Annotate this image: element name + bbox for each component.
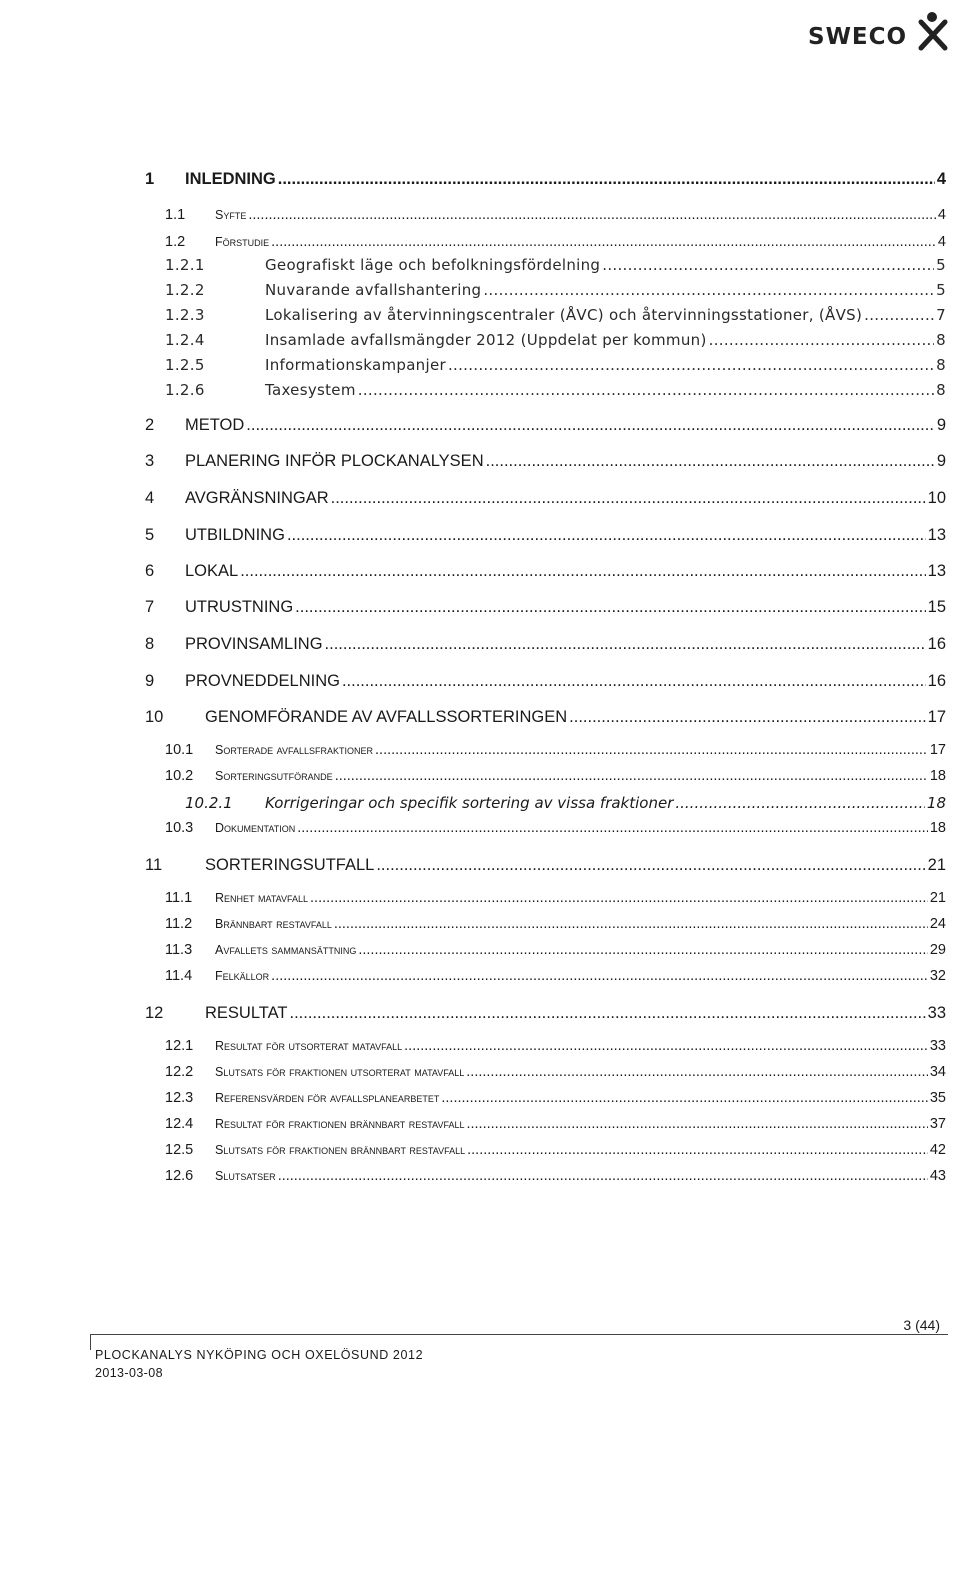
toc-entry[interactable]	[165, 256, 946, 274]
toc-entry-title: AVGRÄNSNINGAR	[185, 489, 329, 507]
toc-entry[interactable]	[145, 170, 946, 189]
toc-entry[interactable]	[165, 207, 946, 223]
toc-dot-leader	[240, 562, 925, 581]
toc-entry-number: 11	[145, 856, 163, 874]
toc-entry-page: 21	[929, 890, 946, 906]
toc-entry-page: 29	[929, 942, 946, 958]
toc-entry-number: 1.2.2	[165, 281, 205, 299]
toc-entry-title: Sorteringsutförande	[215, 769, 333, 783]
toc-entry-title: PROVNEDDELNING	[185, 672, 340, 690]
toc-entry-title: Referensvärden för avfallsplanearbetet	[215, 1091, 440, 1105]
toc-entry[interactable]	[165, 768, 946, 784]
toc-entry[interactable]	[145, 416, 946, 435]
toc-dot-leader	[297, 820, 928, 836]
toc-entry-number: 5	[145, 526, 155, 544]
toc-entry-number: 1	[145, 170, 155, 188]
toc-entry-title: LOKAL	[185, 562, 239, 580]
toc-entry-number: 11.3	[165, 942, 193, 958]
toc-entry-title: Slutsats för fraktionen utsorterat matavfall	[215, 1065, 465, 1079]
toc-entry-page: 42	[929, 1142, 946, 1158]
toc-entry[interactable]	[165, 281, 946, 299]
toc-entry-number: 1.2.4	[165, 331, 205, 349]
toc-entry-page: 9	[936, 416, 946, 434]
toc-entry-title: INLEDNING	[185, 170, 276, 188]
toc-entry[interactable]	[165, 1168, 946, 1184]
toc-entry-title: Renhet matavfall	[215, 891, 309, 905]
toc-entry-number: 4	[145, 489, 155, 507]
toc-dot-leader	[404, 1038, 928, 1054]
toc-dot-leader	[466, 1116, 927, 1132]
toc-entry-number: 8	[145, 635, 155, 653]
toc-entry-title: Slutsatser	[215, 1169, 276, 1183]
toc-dot-leader	[335, 768, 928, 784]
toc-entry-number: 11.1	[165, 890, 193, 906]
toc-entry-number: 12	[145, 1004, 164, 1022]
toc-entry-title: METOD	[185, 416, 245, 434]
toc-entry[interactable]	[165, 942, 946, 958]
toc-entry[interactable]	[145, 856, 946, 875]
toc-entry-page: 5	[936, 256, 946, 274]
toc-entry[interactable]	[165, 1142, 946, 1158]
toc-entry[interactable]	[165, 916, 946, 932]
logo-text: SWECO	[808, 24, 908, 50]
toc-entry-title: Geografiskt läge och befolkningsfördelning	[265, 256, 601, 274]
toc-entry-page: 18	[929, 820, 946, 836]
toc-dot-leader	[466, 1064, 928, 1080]
toc-entry-number: 12.4	[165, 1116, 194, 1132]
toc-dot-leader	[486, 452, 935, 471]
toc-entry-number: 1.1	[165, 207, 186, 223]
toc-entry[interactable]	[165, 356, 946, 374]
toc-entry-number: 10.3	[165, 820, 194, 836]
toc-entry[interactable]	[165, 1064, 946, 1080]
toc-entry-title: Resultat för fraktionen brännbart restavfall	[215, 1117, 465, 1131]
toc-entry-number: 9	[145, 672, 155, 690]
toc-entry[interactable]	[185, 794, 946, 812]
toc-entry-page: 32	[929, 968, 946, 984]
toc-entry-number: 3	[145, 452, 155, 470]
toc-entry-page: 10	[927, 489, 946, 507]
toc-dot-leader	[287, 526, 926, 545]
toc-entry[interactable]	[145, 452, 946, 471]
toc-dot-leader	[310, 890, 928, 906]
toc-entry[interactable]	[165, 820, 946, 836]
toc-entry[interactable]	[165, 306, 946, 324]
toc-entry-title: Taxesystem	[265, 381, 356, 399]
toc-dot-leader	[675, 794, 925, 812]
toc-entry-number: 10.2.1	[185, 794, 233, 812]
toc-entry-title: Nuvarande avfallshantering	[265, 281, 482, 299]
toc-entry-title: UTRUSTNING	[185, 598, 294, 616]
toc-entry-title: Lokalisering av återvinningscentraler (ÅVC) och återvinningsstationer, (ÅVS)	[265, 306, 863, 324]
toc-dot-leader	[448, 356, 934, 374]
toc-entry-number: 11.4	[165, 968, 193, 984]
footer-rule	[90, 1334, 948, 1335]
toc-entry-page: 35	[929, 1090, 946, 1106]
toc-entry-number: 7	[145, 598, 155, 616]
toc-entry-title: Informationskampanjer	[265, 356, 446, 374]
toc-entry[interactable]	[165, 890, 946, 906]
toc-dot-leader	[271, 968, 928, 984]
toc-entry-page: 4	[937, 234, 946, 250]
toc-entry-title: Förstudie	[215, 235, 270, 249]
page-indicator: 3 (44)	[903, 1317, 940, 1333]
toc-entry[interactable]	[145, 526, 946, 545]
toc-entry-number: 12.1	[165, 1038, 194, 1054]
toc-entry-title: UTBILDNING	[185, 526, 285, 544]
toc-dot-leader	[441, 1090, 927, 1106]
toc-entry[interactable]	[165, 1090, 946, 1106]
toc-entry[interactable]	[165, 1116, 946, 1132]
toc-entry-number: 10	[145, 708, 164, 726]
toc-entry-number: 12.2	[165, 1064, 194, 1080]
toc-entry-number: 6	[145, 562, 155, 580]
toc-entry[interactable]	[145, 1004, 946, 1023]
toc-dot-leader	[290, 1004, 926, 1023]
toc-entry-number: 10.2	[165, 768, 194, 784]
toc-entry-page: 9	[936, 452, 946, 470]
toc-entry-title: Korrigeringar och specifik sortering av vissa fraktioner	[265, 794, 674, 812]
report-title: PLOCKANALYS NYKÖPING OCH OXELÖSUND 2012	[95, 1348, 424, 1362]
sweco-person-icon	[918, 10, 948, 52]
toc-dot-leader	[271, 234, 936, 250]
toc-entry-page: 43	[929, 1168, 946, 1184]
toc-entry-page: 8	[936, 356, 946, 374]
report-date: 2013-03-08	[95, 1366, 163, 1380]
toc-dot-leader	[376, 856, 925, 875]
toc-entry-page: 4	[936, 170, 946, 188]
toc-entry-number: 12.3	[165, 1090, 194, 1106]
toc-entry-title: PLANERING INFÖR PLOCKANALYSEN	[185, 452, 484, 470]
toc-entry-page: 13	[927, 526, 946, 544]
toc-entry-title: Dokumentation	[215, 821, 296, 835]
toc-dot-leader	[358, 381, 934, 399]
toc-entry-title: Sorterade avfallsfraktioner	[215, 743, 374, 757]
toc-entry-page: 4	[937, 207, 946, 223]
toc-dot-leader	[358, 942, 928, 958]
toc-entry-title: SORTERINGSUTFALL	[205, 856, 375, 874]
toc-entry-number: 10.1	[165, 742, 194, 758]
toc-entry-number: 1.2	[165, 234, 186, 250]
toc-dot-leader	[709, 331, 935, 349]
toc-entry[interactable]	[165, 381, 946, 399]
toc-entry-number: 12.5	[165, 1142, 194, 1158]
toc-entry-title: Slutsats för fraktionen brännbart restavfall	[215, 1143, 466, 1157]
toc-dot-leader	[331, 489, 926, 508]
toc-entry-number: 1.2.6	[165, 381, 205, 399]
toc-entry[interactable]	[145, 489, 946, 508]
toc-entry[interactable]	[145, 562, 946, 581]
toc-dot-leader	[248, 207, 936, 223]
toc-entry-number: 12.6	[165, 1168, 194, 1184]
toc-entry-page: 34	[929, 1064, 946, 1080]
toc-entry-page: 16	[927, 672, 946, 690]
toc-dot-leader	[295, 598, 925, 617]
toc-entry[interactable]	[145, 672, 946, 691]
toc-dot-leader	[375, 742, 928, 758]
toc-entry-page: 7	[936, 306, 946, 324]
toc-dot-leader	[278, 1168, 928, 1184]
toc-entry-page: 18	[926, 794, 946, 812]
toc-dot-leader	[569, 708, 925, 727]
toc-entry-title: RESULTAT	[205, 1004, 288, 1022]
toc-dot-leader	[325, 635, 926, 654]
toc-entry-page: 8	[936, 381, 946, 399]
toc-entry-page: 15	[927, 598, 946, 616]
toc-entry-title: Avfallets sammansättning	[215, 943, 357, 957]
toc-entry-page: 21	[927, 856, 946, 874]
toc-dot-leader	[467, 1142, 928, 1158]
toc-entry-title: Syfte	[215, 208, 247, 222]
toc-dot-leader	[334, 916, 928, 932]
toc-entry[interactable]	[145, 598, 946, 617]
toc-dot-leader	[602, 256, 934, 274]
toc-entry-page: 16	[927, 635, 946, 653]
toc-dot-leader	[342, 672, 926, 691]
toc-entry[interactable]	[165, 234, 946, 250]
toc-entry-number: 11.2	[165, 916, 193, 932]
toc-entry[interactable]	[165, 968, 946, 984]
toc-entry-title: Brännbart restavfall	[215, 917, 332, 931]
footer-tick	[90, 1334, 91, 1350]
toc-entry-page: 17	[929, 742, 946, 758]
toc-entry-page: 8	[936, 331, 946, 349]
toc-entry-number: 1.2.1	[165, 256, 205, 274]
toc-dot-leader	[483, 281, 934, 299]
toc-entry-title: Insamlade avfallsmängder 2012 (Uppdelat per kommun)	[265, 331, 707, 349]
toc-entry-title: PROVINSAMLING	[185, 635, 323, 653]
toc-dot-leader	[278, 170, 935, 189]
toc-dot-leader	[864, 306, 934, 324]
toc-entry-number: 1.2.3	[165, 306, 205, 324]
toc-entry-title: Felkällor	[215, 969, 270, 983]
toc-entry[interactable]	[145, 708, 946, 727]
toc-entry-page: 18	[929, 768, 946, 784]
toc-entry-page: 5	[936, 281, 946, 299]
toc-entry-number: 1.2.5	[165, 356, 205, 374]
toc-entry[interactable]	[165, 742, 946, 758]
toc-dot-leader	[246, 416, 935, 435]
toc-entry-title: GENOMFÖRANDE AV AVFALLSSORTERINGEN	[205, 708, 568, 726]
toc-entry-page: 37	[929, 1116, 946, 1132]
toc-entry[interactable]	[165, 1038, 946, 1054]
sweco-logo	[808, 10, 948, 52]
toc-entry-page: 13	[927, 562, 946, 580]
toc-entry-page: 33	[927, 1004, 946, 1022]
toc-entry-page: 33	[929, 1038, 946, 1054]
toc-entry-page: 17	[927, 708, 946, 726]
toc-entry[interactable]	[145, 635, 946, 654]
toc-entry-number: 2	[145, 416, 155, 434]
toc-entry-page: 24	[929, 916, 946, 932]
toc-entry-title: Resultat för utsorterat matavfall	[215, 1039, 403, 1053]
toc-entry[interactable]	[165, 331, 946, 349]
